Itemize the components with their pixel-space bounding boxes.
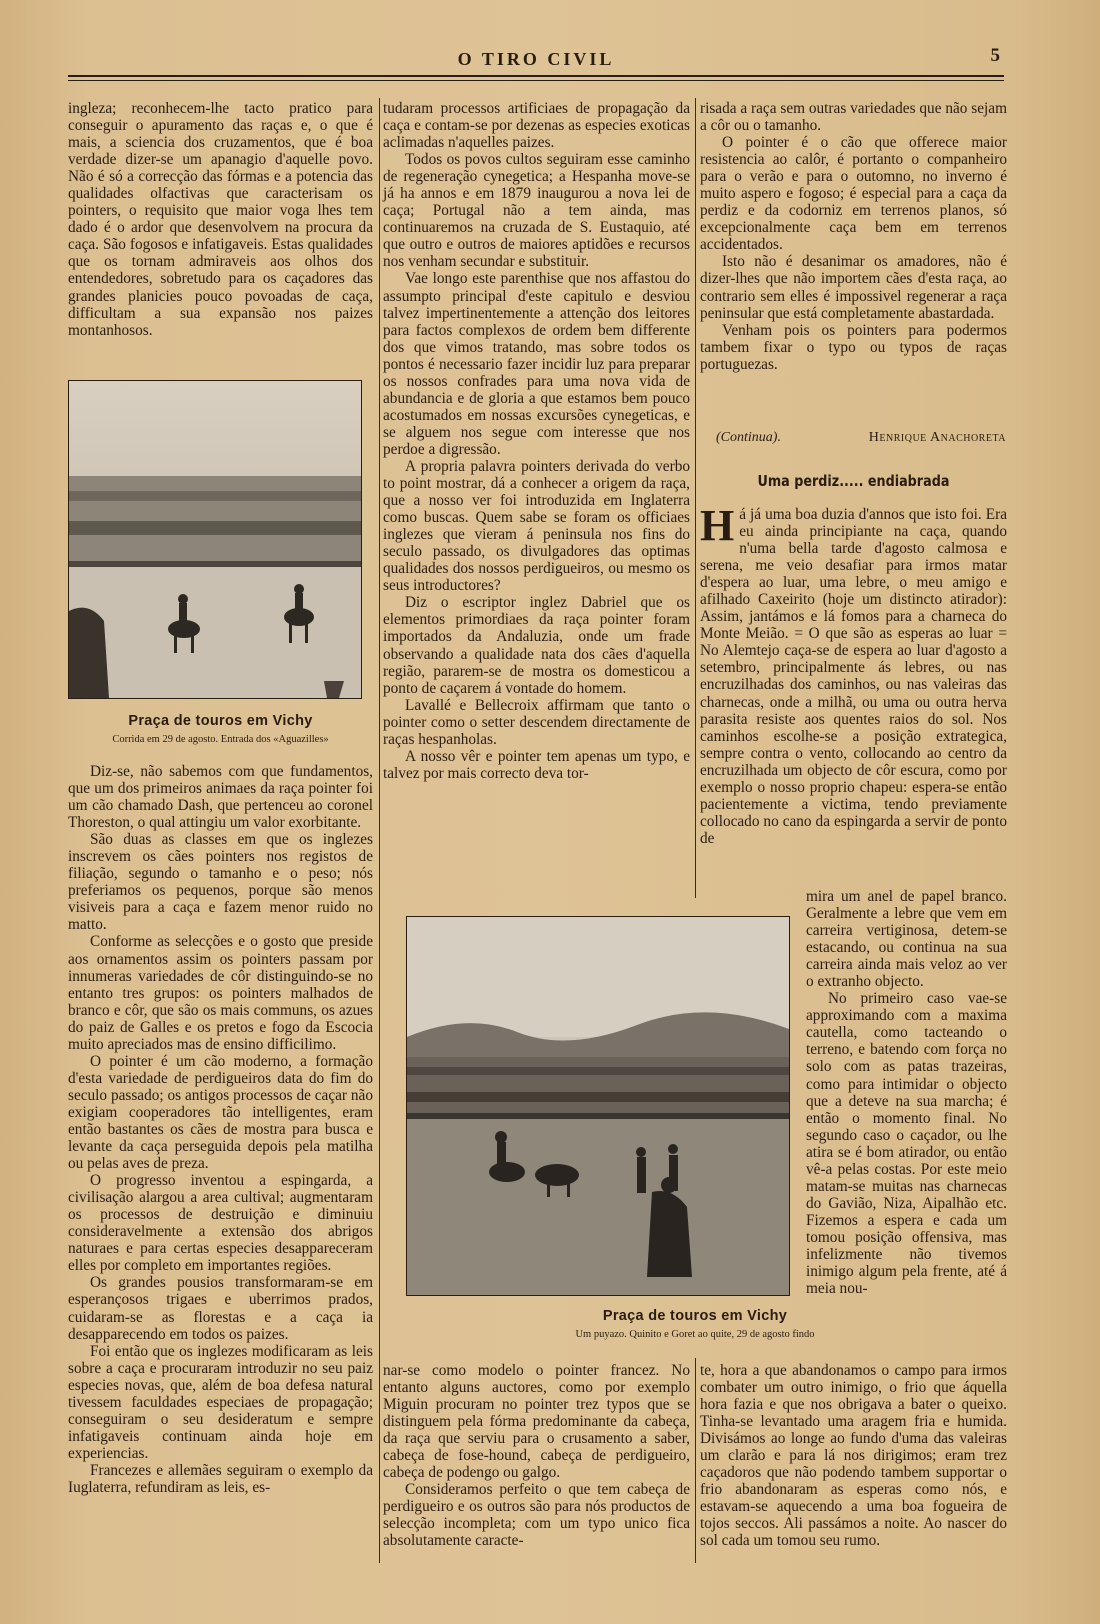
header-rule — [68, 75, 1004, 77]
column-divider — [695, 1358, 696, 1563]
story-continued — [806, 888, 1007, 1297]
header-rule-thin — [68, 80, 1004, 81]
column-divider — [379, 98, 380, 1563]
paragraph: Lavallé e Bellecroix affirmam que tanto o pointer como o setter descendem directamente de raças hespanholas. — [383, 696, 690, 748]
drop-cap: H — [700, 501, 735, 550]
article-headline: Uma perdiz..... endiabrada — [757, 472, 950, 490]
paragraph: O pointer é o cão que offerece maior resistencia ao calôr, é portanto o companheiro para o verão e para o outomno, no inverno é muito aspero e fogoso; é especial para a caça da perdiz e da codorniz em terrenos planos, só excepcionalmente caça bem em terrenos accidentados. — [700, 134, 1007, 254]
paragraph: A propria palavra pointers derivada do verbo to point mostrar, dá a conhecer a origem da raça, que a nosso ver foi introduzida em Inglaterra como buscas. Quem sabe se foram os officiaes inglezes que vieram á peninsula nos fins do seculo passado, os divulgadores das optimas qualidades dos nossos perdigueiros, ou mesmo os seus introductores? — [383, 457, 690, 595]
paragraph: mira um anel de papel branco. Geralmente a lebre que vem em carreira vertiginosa, detem-se estacando, ou continua na sua carreira ainda mais veloz ao ver o extranho objecto. — [806, 888, 1007, 991]
paragraph: Venham pois os pointers para podermos tambem fixar o typo ou typos de raças portuguezas. — [700, 321, 1007, 373]
paragraph: tudaram processos artificiaes de propagação da caça e contam-se por dezenas as especies exoticas aclimadas n'aquelles paizes. — [383, 100, 690, 152]
paragraph: O progresso inventou a espingarda, a civilisação alargou a area cultival; augmentaram os processos de destruição e diminuiu consideravelmente a extensão dos abrigos naturaes e para certas especies desappareceram elles por completo em importantes regiões. — [68, 1172, 373, 1275]
paragraph: Isto não é desanimar os amadores, não é dizer-lhes que não importem cães d'esta raça, ao contrario sem elles é impossivel regenerar a raça peninsular que está completamente abastardada. — [700, 253, 1007, 322]
column-3-bottom — [700, 1362, 1007, 1550]
column-2-bottom — [383, 1362, 690, 1550]
column-1-bottom — [68, 763, 373, 1496]
paragraph: Foi então que os inglezes modificaram as leis sobre a caça e procuraram introduzir no seu paiz especies novas, que, além de boa defesa natural tivessem faculdades especiaes de propagação; conseguiram o seu desideratum e sempre infatigaveis continuam ainda hoje em experiencias. — [68, 1342, 373, 1462]
photo-1-caption: Corrida em 29 de agosto. Entrada dos «Aguazilles» — [112, 734, 329, 745]
page-number: 5 — [990, 45, 1000, 66]
author-name: Henrique Anachoreta — [868, 430, 1006, 445]
masthead-title: O TIRO CIVIL — [457, 49, 615, 69]
paragraph: ingleza; reconhecem-lhe tacto pratico para conseguir o apuramento das raças e, o que é mais, a sciencia dos cruzamentos, que é boa verdade dizer-se um apanagio d'aquelle povo. Não é só a correcção das fórmas e a potencia das qualidades olfactivas que caracterisam os pointers, o requisito que maior voga lhes tem dado é o ardor que desenvolvem na procura da caça. São fogosos e infatigaveis. Estas qualidades que os tornam admiraveis aos olhos dos entendedores, sobretudo para os caçadores das grandes planicies pouco povoadas de caça, difficultam a sua expansão nos paizes montanhosos. — [68, 100, 373, 339]
bullring-entrance-photo — [68, 380, 362, 699]
paragraph: Vae longo este parenthise que nos affastou do assumpto principal d'este capitulo e desviou talvez impertinentemente a attenção dos leitores para factos complexos de ordem bem differente dos que vimos tratando, mas sobre todos os pontos é necessario fazer incidir luz para preparar os nossos confrades para uma nova vida de abundancia e de gloria a que estamos bem pouco acostumados em nossas excursões cynegeticas, e se alguem nos segue com interesse que nos perdoe a digressão. — [383, 270, 690, 458]
bullring-puyazo-photo — [406, 916, 790, 1296]
page-header — [68, 40, 1004, 84]
paragraph: nar-se como modelo o pointer francez. No entanto alguns auctores, como por exemplo Miguin procuram no pointer trez typos que se distinguem pela fórma predominante da cabeça, da raça que serviu para o crusamento a saber, cabeça de fose-hound, cabeça de perdigueiro, cabeça de podengo ou galgo. — [383, 1362, 690, 1482]
photo-2-caption: Um puyazo. Quinito e Goret ao quite, 29 de agosto findo — [575, 1329, 815, 1340]
paragraph: Os grandes pousios transformaram-se em esperançosos trigaes e uberrimos prados, cuidaram-se as florestas e a caça ia desapparecendo em todos os paizes. — [68, 1274, 373, 1343]
paragraph: Consideramos perfeito o que tem cabeça de perdigueiro e os outros são para nós productos de selecção incompleta; com um typo unico fica absolutamente caracte- — [383, 1481, 690, 1550]
story-column-3 — [700, 501, 1007, 847]
photo-2-title: Praça de touros em Vichy — [602, 1308, 788, 1324]
paragraph: risada a raça sem outras variedades que não sejam a côr ou o tamanho. — [700, 100, 1007, 135]
continua-note: (Continua). — [716, 430, 781, 445]
paragraph: A nosso vêr e pointer tem apenas um typo, e talvez por mais correcto deva tor- — [383, 747, 690, 782]
paragraph: te, hora a que abandonamos o campo para irmos combater um outro inimigo, o frio que áquella hora fazia e que nos obrigava a bater o queixo. Tinha-se levantado uma aragem fria e humida. Divisámos ao longe ao fundo d'uma das valeiras um clarão e para lá nos dirigimos; eram trez caçadoros que não podendo tambem supportar o frio abandonaram as esperas como nós, e estavam-se aquecendo a uma boa fogueira de tojos seccos. Ali passámos a noite. Ao nascer do sol cada um tomou seu rumo. — [700, 1362, 1007, 1550]
paragraph: O pointer é um cão moderno, a formação d'esta variedade de perdigueiros data do fim do seculo passado; os antigos processos de caçar não exigiam cooperadores tão intelligentes, eram então bastantes os cães de mostra para busca e levante da caça perseguida depois pela matilha ou pelas aves de preza. — [68, 1052, 373, 1173]
paragraph: Diz-se, não sabemos com que fundamentos, que um dos primeiros animaes da raça pointer foi um cão chamado Dash, que pertenceu ao coronel Thoreston, o qual attingiu um valor exorbitante. — [68, 763, 373, 832]
paragraph: São duas as classes em que os inglezes inscrevem os cães pointers nos registos de filiação, segundo o tamanho e o peso; nós preferiamos os pequenos, porque são menos visiveis para a caça e fazem menor ruido no matto. — [68, 831, 373, 934]
story-text: á já uma boa duzia d'annos que isto foi. Era eu ainda principiante na caça, quando n'uma bella tarde d'agosto calmosa e serena, me veio desafiar para irmos matar d'espera ao luar, uma lebre, o meu amigo e afilhado Caxeirito (hoje um distincto atirador): Assim, jantámos e lá fomos para a charneca do Monte Meião. = O que são as esperas ao luar = No Alemtejo caça-se de espera ao luar d'agosto a setembro, principalmente ás lebres, ou nas encruzilhadas dos caminhos, ou nas valeiras das charnecas, onde a milhã, ou uma ou outra herva parasita resiste aos quentes raios do sol. Nos caminhos escolhe-se a posição extrategica, sempre contra o vento, collocando ao centro da encruzilhada um objecto de côr escura, como por exemplo o nosso proprio chapeu: espera-se então pacientemente a victima, tendo previamente collocado no cano da espingarda a servir de ponto de — [700, 506, 1007, 847]
column-1-top — [68, 100, 373, 339]
paragraph: Todos os povos cultos seguiram esse caminho de regeneração cynegetica; a Hespanha move-se já ha annos e em 1879 inaugurou a nova lei de caça; Portugal não a tem ainda, mas continuaremos na cruzada de S. Eustaquio, até que outro e outros de maiores aptidões e recursos nos venham secundar e substituir. — [383, 151, 690, 271]
paragraph: Francezes e allemães seguiram o exemplo da Iuglaterra, refundiram as leis, es- — [68, 1461, 373, 1496]
column-2-top — [383, 100, 690, 782]
paragraph: Conforme as selecções e o gosto que preside aos ornamentos assim os pointers passam por innumeras variedades de côr distinguindo-se no entanto tres grupos: os pointers malhados de branco e côr, que são os mais communs, os azues do paiz de Galles e os pretos e fogo da Escocia muito apreciados mas de ensino difficilimo. — [68, 933, 373, 1053]
article-byline — [716, 430, 1006, 446]
paragraph: No primeiro caso vae-se approximando com a maxima cautella, como tacteando o terreno, e batendo com força no solo com as patas trazeiras, como para intimidar o objecto que a deteve na sua marcha; é então o momento final. No segundo caso o caçador, ou lhe atira se é bom atirador, ou então vê-a pelas costas. Por este meio matam-se muitas nas charnecas do Gavião, Niza, Aipalhão etc. Fizemos a espera e cada um tomou posição offensiva, mas infelizmente não tivemos inimigo algum pela frente, até á meia nou- — [806, 990, 1007, 1298]
column-divider — [695, 98, 696, 898]
photo-1-title: Praça de touros em Vichy — [128, 713, 313, 729]
column-3-top — [700, 100, 1007, 373]
paragraph: Diz o escriptor inglez Dabriel que os elementos primordiaes da raça pointer foram importados da Andaluzia, onde um frade observando a qualidade nata dos cães d'aquella região, pararem-se de mostra os domesticou a ponto de caçarem á vontade do homem. — [383, 594, 690, 697]
